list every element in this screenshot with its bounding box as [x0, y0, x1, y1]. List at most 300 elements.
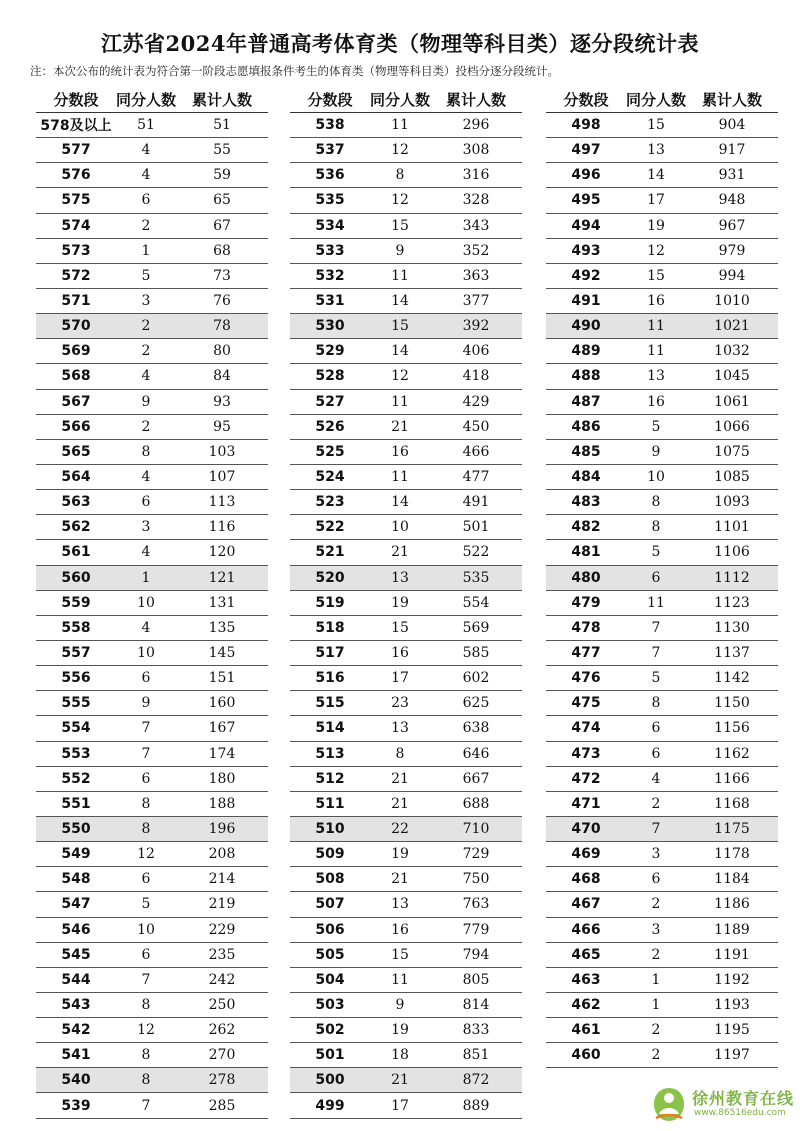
table-row	[36, 138, 268, 163]
cumulative-cell: 667	[462, 770, 490, 787]
same-count-cell: 6	[651, 569, 661, 586]
cumulative-cell: 889	[462, 1097, 490, 1114]
cumulative-cell: 160	[208, 695, 236, 712]
cumulative-cell: 377	[462, 293, 490, 310]
table-row	[36, 415, 268, 440]
cumulative-cell: 750	[462, 871, 490, 888]
same-count-cell: 6	[141, 871, 151, 888]
score-cell: 510	[315, 821, 345, 837]
cumulative-cell: 73	[213, 267, 231, 284]
score-cell: 485	[571, 443, 601, 460]
score-cell: 471	[571, 795, 601, 812]
score-cell: 495	[571, 192, 601, 209]
same-count-cell: 4	[141, 544, 151, 561]
same-count-cell: 4	[141, 469, 151, 486]
same-count-cell: 21	[391, 1072, 409, 1089]
score-cell: 546	[61, 921, 91, 938]
same-count-cell: 4	[141, 368, 151, 385]
same-count-cell: 1	[141, 242, 151, 259]
table-row	[36, 239, 268, 264]
score-cell: 552	[61, 770, 91, 787]
table-row	[546, 616, 778, 641]
same-count-cell: 1	[651, 971, 661, 988]
table-row	[546, 163, 778, 188]
cumulative-cell: 208	[208, 846, 236, 863]
cumulative-cell: 103	[208, 443, 236, 460]
cumulative-cell: 174	[208, 745, 236, 762]
same-count-cell: 23	[391, 695, 409, 712]
table-row	[546, 188, 778, 213]
table-row	[36, 742, 268, 767]
score-cell: 496	[571, 167, 601, 184]
table-row	[546, 289, 778, 314]
cumulative-cell: 84	[213, 368, 231, 385]
same-count-cell: 4	[651, 770, 661, 787]
same-count-cell: 16	[647, 293, 665, 310]
same-count-cell: 7	[141, 720, 151, 737]
table-row	[546, 113, 778, 138]
table-header	[36, 86, 268, 113]
cumulative-cell: 1123	[714, 594, 750, 611]
same-count-cell: 19	[391, 1022, 409, 1039]
same-count-cell: 5	[651, 544, 661, 561]
table-row	[290, 641, 522, 666]
same-count-cell: 13	[647, 368, 665, 385]
table-row	[290, 817, 522, 842]
same-count-cell: 11	[647, 343, 665, 360]
table-row	[290, 239, 522, 264]
table-row	[36, 364, 268, 389]
table-row	[290, 465, 522, 490]
score-cell: 476	[571, 670, 601, 687]
table-row	[290, 214, 522, 239]
cumulative-cell: 1061	[714, 393, 750, 410]
score-cell: 505	[315, 946, 345, 963]
cumulative-cell: 1197	[714, 1047, 750, 1064]
cumulative-cell: 242	[208, 971, 236, 988]
table-row	[36, 817, 268, 842]
table-row	[36, 892, 268, 917]
score-cell: 571	[61, 293, 91, 310]
cumulative-cell: 235	[208, 946, 236, 963]
cumulative-cell: 418	[462, 368, 490, 385]
header-cumulative: 累计人数	[445, 90, 506, 109]
same-count-cell: 21	[391, 795, 409, 812]
cumulative-cell: 1106	[714, 544, 750, 561]
same-count-cell: 1	[141, 569, 151, 586]
same-count-cell: 15	[391, 946, 409, 963]
same-count-cell: 6	[651, 720, 661, 737]
cumulative-cell: 131	[208, 594, 236, 611]
cumulative-cell: 501	[462, 519, 490, 536]
score-cell: 527	[315, 393, 345, 410]
score-cell: 542	[61, 1022, 91, 1039]
score-cell: 530	[315, 318, 345, 335]
score-cell: 465	[571, 946, 601, 963]
score-cell: 522	[315, 519, 345, 536]
cumulative-cell: 1192	[714, 971, 750, 988]
table-row	[290, 364, 522, 389]
table-column-3	[546, 86, 778, 1068]
table-row	[36, 1043, 268, 1068]
cumulative-cell: 450	[462, 418, 490, 435]
score-cell: 559	[61, 594, 91, 611]
score-cell: 517	[315, 645, 345, 662]
score-cell: 515	[315, 695, 345, 712]
score-cell: 484	[571, 469, 601, 486]
same-count-cell: 8	[651, 695, 661, 712]
watermark	[650, 1084, 798, 1128]
cumulative-cell: 167	[208, 720, 236, 737]
table-row	[546, 817, 778, 842]
same-count-cell: 6	[651, 745, 661, 762]
same-count-cell: 13	[647, 142, 665, 159]
same-count-cell: 21	[391, 544, 409, 561]
score-cell: 545	[61, 946, 91, 963]
table-row	[546, 993, 778, 1018]
same-count-cell: 11	[391, 267, 409, 284]
cumulative-cell: 535	[462, 569, 490, 586]
table-header	[546, 86, 778, 113]
cumulative-cell: 67	[213, 217, 231, 234]
score-cell: 544	[61, 971, 91, 988]
same-count-cell: 6	[141, 946, 151, 963]
table-row	[36, 1018, 268, 1043]
score-cell: 479	[571, 594, 601, 611]
score-cell: 516	[315, 670, 345, 687]
table-row	[36, 465, 268, 490]
cumulative-cell: 1075	[714, 443, 750, 460]
same-count-cell: 17	[647, 192, 665, 209]
table-row	[546, 918, 778, 943]
cumulative-cell: 522	[462, 544, 490, 561]
table-row	[36, 666, 268, 691]
same-count-cell: 7	[651, 645, 661, 662]
table-row	[546, 842, 778, 867]
score-cell: 463	[571, 971, 601, 988]
score-cell: 553	[61, 745, 91, 762]
cumulative-cell: 904	[718, 117, 746, 134]
table-row	[290, 892, 522, 917]
same-count-cell: 19	[391, 846, 409, 863]
table-row	[36, 1093, 268, 1118]
cumulative-cell: 638	[462, 720, 490, 737]
table-row	[36, 591, 268, 616]
score-cell: 554	[61, 720, 91, 737]
cumulative-cell: 466	[462, 443, 490, 460]
same-count-cell: 15	[391, 619, 409, 636]
same-count-cell: 18	[391, 1047, 409, 1064]
table-row	[36, 314, 268, 339]
cumulative-cell: 1156	[714, 720, 750, 737]
score-cell: 504	[315, 971, 345, 988]
score-cell: 557	[61, 645, 91, 662]
same-count-cell: 7	[651, 821, 661, 837]
same-count-cell: 8	[651, 494, 661, 511]
table-row	[36, 716, 268, 741]
same-count-cell: 11	[391, 971, 409, 988]
same-count-cell: 11	[647, 318, 665, 335]
score-cell: 565	[61, 443, 91, 460]
same-count-cell: 10	[137, 921, 155, 938]
same-count-cell: 8	[141, 1072, 151, 1089]
table-row	[546, 943, 778, 968]
same-count-cell: 10	[391, 519, 409, 536]
table-row	[36, 214, 268, 239]
table-row	[290, 163, 522, 188]
table-row	[36, 968, 268, 993]
same-count-cell: 8	[395, 167, 405, 184]
table-row	[546, 264, 778, 289]
same-count-cell: 5	[141, 267, 151, 284]
cumulative-cell: 1137	[714, 645, 750, 662]
same-count-cell: 10	[137, 594, 155, 611]
table-row	[290, 867, 522, 892]
cumulative-cell: 229	[208, 921, 236, 938]
table-row	[36, 188, 268, 213]
header-same-count: 同分人数	[370, 90, 431, 109]
table-row	[290, 264, 522, 289]
cumulative-cell: 196	[208, 821, 236, 837]
table-row	[36, 918, 268, 943]
table-row	[290, 566, 522, 591]
score-cell: 466	[571, 921, 601, 938]
score-cell: 560	[61, 569, 91, 586]
score-cell: 491	[571, 293, 601, 310]
cumulative-cell: 285	[208, 1097, 236, 1114]
table-row	[546, 742, 778, 767]
table-row	[36, 339, 268, 364]
table-column-2	[290, 86, 522, 1119]
score-cell: 576	[61, 167, 91, 184]
score-cell: 521	[315, 544, 345, 561]
header-same-count: 同分人数	[116, 90, 177, 109]
cumulative-cell: 1032	[714, 343, 750, 360]
cumulative-cell: 1112	[714, 569, 750, 586]
score-cell: 487	[571, 393, 601, 410]
same-count-cell: 13	[391, 896, 409, 913]
table-row	[36, 390, 268, 415]
cumulative-cell: 214	[208, 871, 236, 888]
same-count-cell: 9	[141, 695, 151, 712]
same-count-cell: 2	[651, 1022, 661, 1039]
table-row	[546, 138, 778, 163]
score-cell: 531	[315, 293, 345, 310]
score-cell: 480	[571, 569, 601, 586]
same-count-cell: 13	[391, 720, 409, 737]
score-cell: 475	[571, 695, 601, 712]
table-row	[546, 691, 778, 716]
score-cell: 492	[571, 267, 601, 284]
table-row	[36, 566, 268, 591]
cumulative-cell: 68	[213, 242, 231, 259]
cumulative-cell: 477	[462, 469, 490, 486]
cumulative-cell: 1021	[714, 318, 750, 335]
cumulative-cell: 188	[208, 795, 236, 812]
table-row	[290, 842, 522, 867]
score-cell: 494	[571, 217, 601, 234]
score-cell: 514	[315, 720, 345, 737]
cumulative-cell: 569	[462, 619, 490, 636]
same-count-cell: 8	[141, 996, 151, 1013]
cumulative-cell: 270	[208, 1047, 236, 1064]
same-count-cell: 16	[391, 645, 409, 662]
same-count-cell: 16	[647, 393, 665, 410]
table-header	[290, 86, 522, 113]
cumulative-cell: 1186	[714, 896, 750, 913]
score-cell: 533	[315, 242, 345, 259]
cumulative-cell: 1193	[714, 996, 750, 1013]
cumulative-cell: 59	[213, 167, 231, 184]
table-row	[546, 1018, 778, 1043]
table-row	[290, 792, 522, 817]
score-cell: 506	[315, 921, 345, 938]
watermark-logo-icon	[650, 1084, 688, 1124]
score-cell: 519	[315, 594, 345, 611]
same-count-cell: 6	[651, 871, 661, 888]
same-count-cell: 6	[141, 770, 151, 787]
score-cell: 467	[571, 896, 601, 913]
same-count-cell: 14	[391, 293, 409, 310]
same-count-cell: 2	[141, 418, 151, 435]
same-count-cell: 16	[391, 921, 409, 938]
table-row	[36, 440, 268, 465]
table-row	[546, 767, 778, 792]
table-row	[290, 742, 522, 767]
same-count-cell: 8	[141, 443, 151, 460]
score-cell: 566	[61, 418, 91, 435]
same-count-cell: 2	[141, 343, 151, 360]
same-count-cell: 2	[141, 217, 151, 234]
table-row	[546, 867, 778, 892]
table-row	[546, 716, 778, 741]
same-count-cell: 14	[391, 494, 409, 511]
cumulative-cell: 308	[462, 142, 490, 159]
same-count-cell: 19	[647, 217, 665, 234]
same-count-cell: 15	[647, 267, 665, 284]
same-count-cell: 2	[651, 795, 661, 812]
same-count-cell: 12	[137, 1022, 155, 1039]
same-count-cell: 5	[651, 670, 661, 687]
same-count-cell: 17	[391, 670, 409, 687]
score-cell: 568	[61, 368, 91, 385]
same-count-cell: 22	[391, 821, 409, 837]
cumulative-cell: 1045	[714, 368, 750, 385]
table-row	[290, 188, 522, 213]
score-cell: 526	[315, 418, 345, 435]
table-row	[36, 943, 268, 968]
table-row	[546, 339, 778, 364]
same-count-cell: 6	[141, 192, 151, 209]
same-count-cell: 9	[141, 393, 151, 410]
cumulative-cell: 1184	[714, 871, 750, 888]
table-row	[290, 390, 522, 415]
cumulative-cell: 710	[462, 821, 490, 837]
cumulative-cell: 250	[208, 996, 236, 1013]
table-row	[290, 138, 522, 163]
score-cell: 469	[571, 846, 601, 863]
score-cell: 525	[315, 443, 345, 460]
table-row	[290, 968, 522, 993]
cumulative-cell: 135	[208, 619, 236, 636]
table-row	[36, 113, 268, 138]
score-cell: 470	[571, 821, 601, 837]
cumulative-cell: 1142	[714, 670, 750, 687]
cumulative-cell: 1166	[714, 770, 750, 787]
score-cell: 535	[315, 192, 345, 209]
cumulative-cell: 1168	[714, 795, 750, 812]
score-cell: 503	[315, 996, 345, 1013]
cumulative-cell: 76	[213, 293, 231, 310]
cumulative-cell: 121	[208, 569, 236, 586]
score-cell: 577	[61, 142, 91, 159]
same-count-cell: 19	[391, 594, 409, 611]
same-count-cell: 17	[391, 1097, 409, 1114]
same-count-cell: 21	[391, 770, 409, 787]
cumulative-cell: 1191	[714, 946, 750, 963]
cumulative-cell: 602	[462, 670, 490, 687]
same-count-cell: 9	[651, 443, 661, 460]
score-cell: 548	[61, 871, 91, 888]
cumulative-cell: 328	[462, 192, 490, 209]
same-count-cell: 12	[391, 368, 409, 385]
same-count-cell: 5	[141, 896, 151, 913]
cumulative-cell: 429	[462, 393, 490, 410]
score-cell: 524	[315, 469, 345, 486]
same-count-cell: 14	[647, 167, 665, 184]
table-row	[546, 390, 778, 415]
score-cell: 578及以上	[40, 118, 112, 135]
header-score: 分数段	[53, 90, 99, 109]
header-score: 分数段	[307, 90, 353, 109]
cumulative-cell: 917	[718, 142, 746, 159]
score-cell: 486	[571, 418, 601, 435]
table-row	[290, 918, 522, 943]
same-count-cell: 12	[647, 242, 665, 259]
same-count-cell: 3	[651, 846, 661, 863]
header-same-count: 同分人数	[626, 90, 687, 109]
cumulative-cell: 646	[462, 745, 490, 762]
same-count-cell: 11	[391, 393, 409, 410]
score-cell: 468	[571, 871, 601, 888]
table-row	[546, 540, 778, 565]
same-count-cell: 15	[391, 217, 409, 234]
same-count-cell: 2	[651, 1047, 661, 1064]
score-cell: 575	[61, 192, 91, 209]
score-cell: 462	[571, 996, 601, 1013]
score-cell: 532	[315, 267, 345, 284]
table-row	[290, 540, 522, 565]
cumulative-cell: 95	[213, 418, 231, 435]
same-count-cell: 2	[651, 946, 661, 963]
cumulative-cell: 363	[462, 267, 490, 284]
score-cell: 507	[315, 896, 345, 913]
cumulative-cell: 931	[718, 167, 746, 184]
score-cell: 490	[571, 318, 601, 335]
score-cell: 481	[571, 544, 601, 561]
table-row	[290, 943, 522, 968]
cumulative-cell: 296	[462, 117, 490, 134]
score-cell: 472	[571, 770, 601, 787]
same-count-cell: 3	[651, 921, 661, 938]
cumulative-cell: 979	[718, 242, 746, 259]
cumulative-cell: 120	[208, 544, 236, 561]
watermark-url: www.86516edu.com	[694, 1108, 786, 1118]
header-cumulative: 累计人数	[191, 90, 252, 109]
table-row	[290, 666, 522, 691]
cumulative-cell: 262	[208, 1022, 236, 1039]
cumulative-cell: 729	[462, 846, 490, 863]
